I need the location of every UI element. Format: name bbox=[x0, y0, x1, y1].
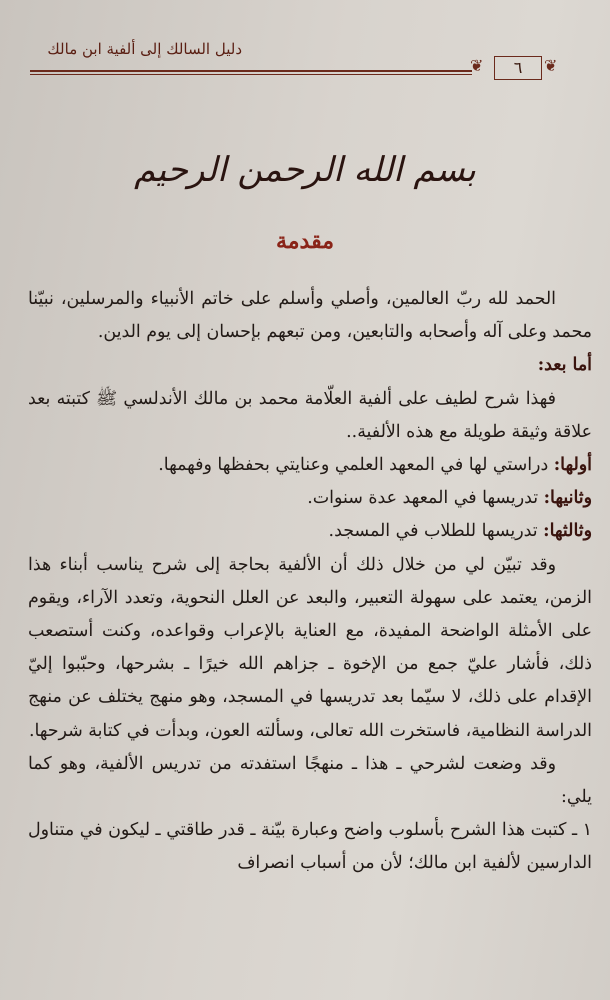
paragraph: وقد وضعت لشرحي ـ هذا ـ منهجًا استفدته من تدريس الألفية، وهو كما يلي: bbox=[28, 753, 592, 808]
page-header bbox=[22, 32, 582, 82]
list-item: وثالثها: تدريسها للطلاب في المسجد. bbox=[328, 521, 592, 542]
ornament-icon: ❦ bbox=[544, 56, 558, 75]
basmala: بسم الله الرحمن الرحيم bbox=[134, 150, 476, 190]
section-heading: مقدمة bbox=[275, 228, 335, 254]
paragraph: فهذا شرح لطيف على ألفية العلّامة محمد بن مالك الأندلسي ﷺ كتبته بعد علاقة وثيقة طويلة مع هذه الألفية.. bbox=[28, 388, 592, 442]
paragraph: ١ ـ كتبت هذا الشرح بأسلوب واضح وعبارة بيّنة ـ قدر طاقتي ـ ليكون في متناول الدارسين لألفية ابن مالك؛ لأن من أسباب انصراف bbox=[28, 820, 592, 874]
list-item: أولها: دراستي لها في المعهد العلمي وعنايتي بحفظها وفهمها. bbox=[158, 455, 592, 476]
running-title: دليل السالك إلى ألفية ابن مالك bbox=[47, 40, 242, 58]
list-item: وثانيها: تدريسها في المعهد عدة سنوات. bbox=[307, 488, 592, 509]
page-number: ٦ bbox=[494, 56, 542, 80]
paragraph: الحمد لله ربّ العالمين، وأصلي وأسلم على خاتم الأنبياء والمرسلين، نبيّنا محمد وعلى آله وأصحابه والتابعين، ومن تبعهم بإحسان إلى يوم الدين. bbox=[28, 289, 592, 343]
body-text bbox=[28, 283, 592, 881]
header-rule bbox=[30, 70, 472, 72]
paragraph: وقد تبيّن لي من خلال ذلك أن الألفية بحاجة إلى شرح يناسب أبناء هذا الزمن، يعتمد على سهولة التعبير، والبعد عن العلل النحوية، وتعدد الآراء، ويقوم على الأمثلة الواضحة المفيدة، مع العناية بالإعراب وقواعده، وكنت أستصعب ذلك، فأشار عليّ جمع من الإخوة ـ جزاهم الله خيرًا ـ بشرحها، وحبّبوا إليّ الإقدام على ذلك، لا سيّما بعد تدريسها في المسجد، وهو منهج يختلف عن منهج الدراسة النظامية، فاستخرت الله تعالى، وسألته العون، وبدأت في كتابة شرحها. bbox=[28, 554, 592, 741]
amma-bad-label: أما بعد: bbox=[537, 355, 592, 376]
header-rule-thin bbox=[30, 74, 472, 75]
ornament-icon: ❦ bbox=[470, 56, 484, 75]
